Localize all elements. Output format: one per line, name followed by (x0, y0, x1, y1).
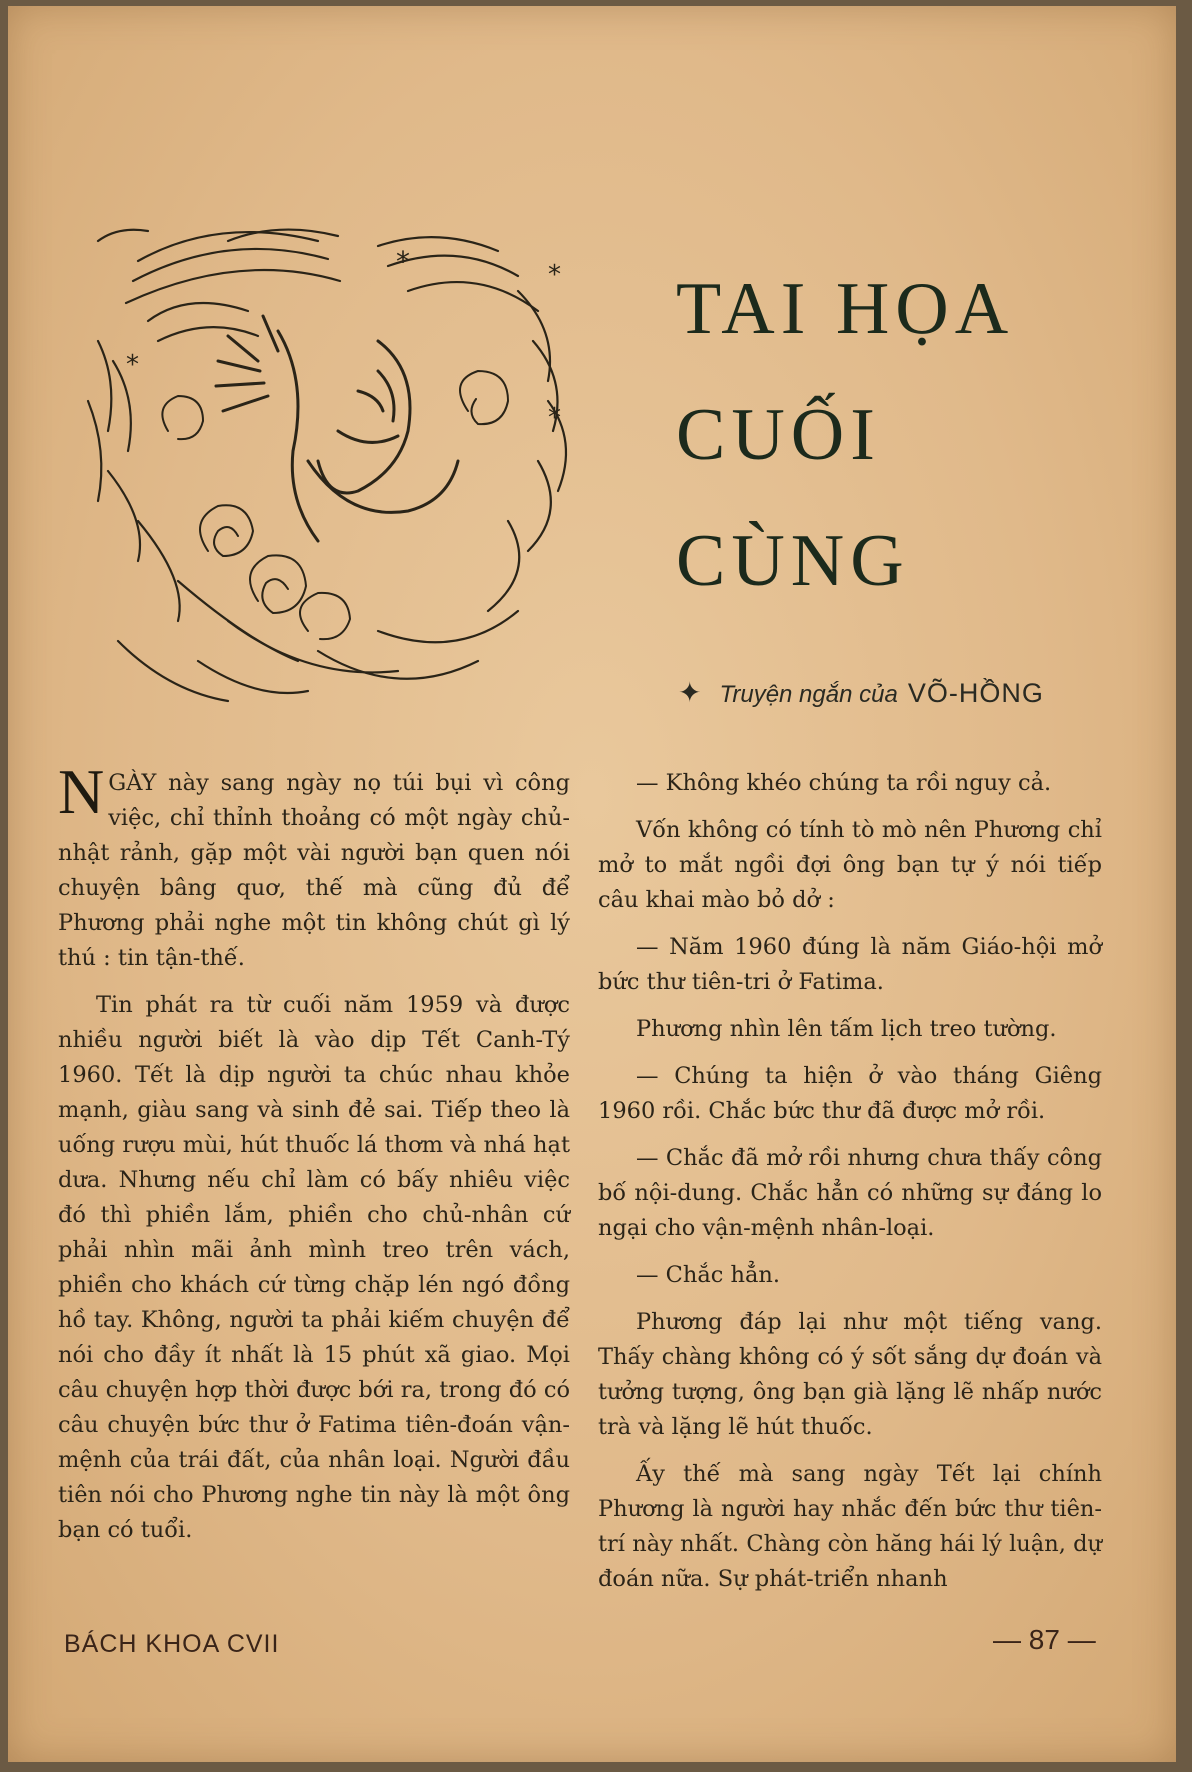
svg-text:*: * (548, 403, 561, 433)
paragraph: Phương nhìn lên tấm lịch treo tường. (636, 1016, 1057, 1042)
star-icon: ✦ (678, 677, 702, 708)
paragraph: Phương đáp lại như một tiếng vang. Thấy chàng không có ý sốt sắng dự đoán và tưởng tượng, ông bạn già lặng lẽ nhấp nước trà và lặng lẽ hút thuốc. (598, 1309, 1102, 1440)
author-name: VÕ-HỒNG (907, 678, 1044, 708)
swirling-figure-illustration (78, 221, 638, 711)
paragraph: Tin phát ra từ cuối năm 1959 và được nhiều người biết là vào dịp Tết Canh-Tý 1960. Tết là dịp người ta chúc nhau khỏe mạnh, giàu sang và sinh đẻ sai. Tiếp theo là uống rượu mùi, hút thuốc lá thơm và nhá hạt dưa. Nhưng nếu chỉ làm có bấy nhiêu việc đó thì phiền lắm, phiền cho chủ-nhân cứ phải nhìn mãi ảnh mình treo trên vách, phiền cho khách cứ từng chặp lén ngó đồng hồ tay. Không, người ta phải kiếm chuyện để nói cho đầy ít nhất là 15 phút xã giao. Mọi câu chuyện hợp thời được bới ra, trong đó có câu chuyện bức thư ở Fatima tiên-đoán vận-mệnh của trái đất, của nhân loại. Người đầu tiên nói cho Phương nghe tin này là một ông bạn có tuổi. (58, 992, 570, 1543)
right-column (598, 766, 1102, 1609)
paragraph (58, 756, 570, 976)
magazine-name: BÁCH KHOA CVII (64, 1630, 280, 1658)
svg-text:*: * (396, 245, 410, 278)
paragraph: — Năm 1960 đúng là năm Giáo-hội mở bức thư tiên-tri ở Fatima. (598, 934, 1102, 995)
paragraph: — Không khéo chúng ta rồi nguy cả. (636, 770, 1052, 796)
byline (678, 676, 1044, 709)
paragraph: Vốn không có tính tò mò nên Phương chỉ mở to mắt ngồi đợi ông bạn tự ý nói tiếp câu khai mào bỏ dở : (598, 817, 1102, 913)
svg-text:*: * (548, 260, 561, 290)
title-line: CÙNG (676, 520, 910, 602)
left-column (58, 756, 570, 1560)
byline-prefix: Truyện ngắn của (719, 681, 898, 708)
first-word: GÀY (108, 770, 157, 796)
paragraph: — Chúng ta hiện ở vào tháng Giêng 1960 rồi. Chắc bức thư đã được mở rồi. (598, 1063, 1102, 1124)
paragraph: — Chắc hẳn. (636, 1262, 781, 1288)
title-line: CUỐI (676, 394, 881, 476)
article-title (676, 246, 1014, 624)
page-number: — 87 — (993, 1624, 1096, 1655)
drop-cap: N (58, 756, 105, 827)
title-line: TAI HỌA (676, 268, 1015, 350)
paragraph-text: này sang ngày nọ túi bụi vì công việc, chỉ thỉnh thoảng có một ngày chủ-nhật rảnh, gặp một vài người bạn quen nói chuyện bâng quơ, thế mà cũng đủ để Phương phải nghe một tin không chút gì lý thú : tin tận-thế. (58, 770, 570, 971)
paragraph: — Chắc đã mở rồi nhưng chưa thấy công bố nội-dung. Chắc hẳn có những sự đáng lo ngại cho vận-mệnh nhân-loại. (598, 1145, 1102, 1241)
paragraph: Ấy thế mà sang ngày Tết lại chính Phương là người hay nhắc đến bức thư tiên-trí này nhất. Chàng còn hăng hái lý luận, dự đoán nữa. Sự phát-triển nhanh (598, 1461, 1102, 1592)
svg-text:*: * (126, 350, 139, 380)
magazine-page (8, 6, 1176, 1762)
